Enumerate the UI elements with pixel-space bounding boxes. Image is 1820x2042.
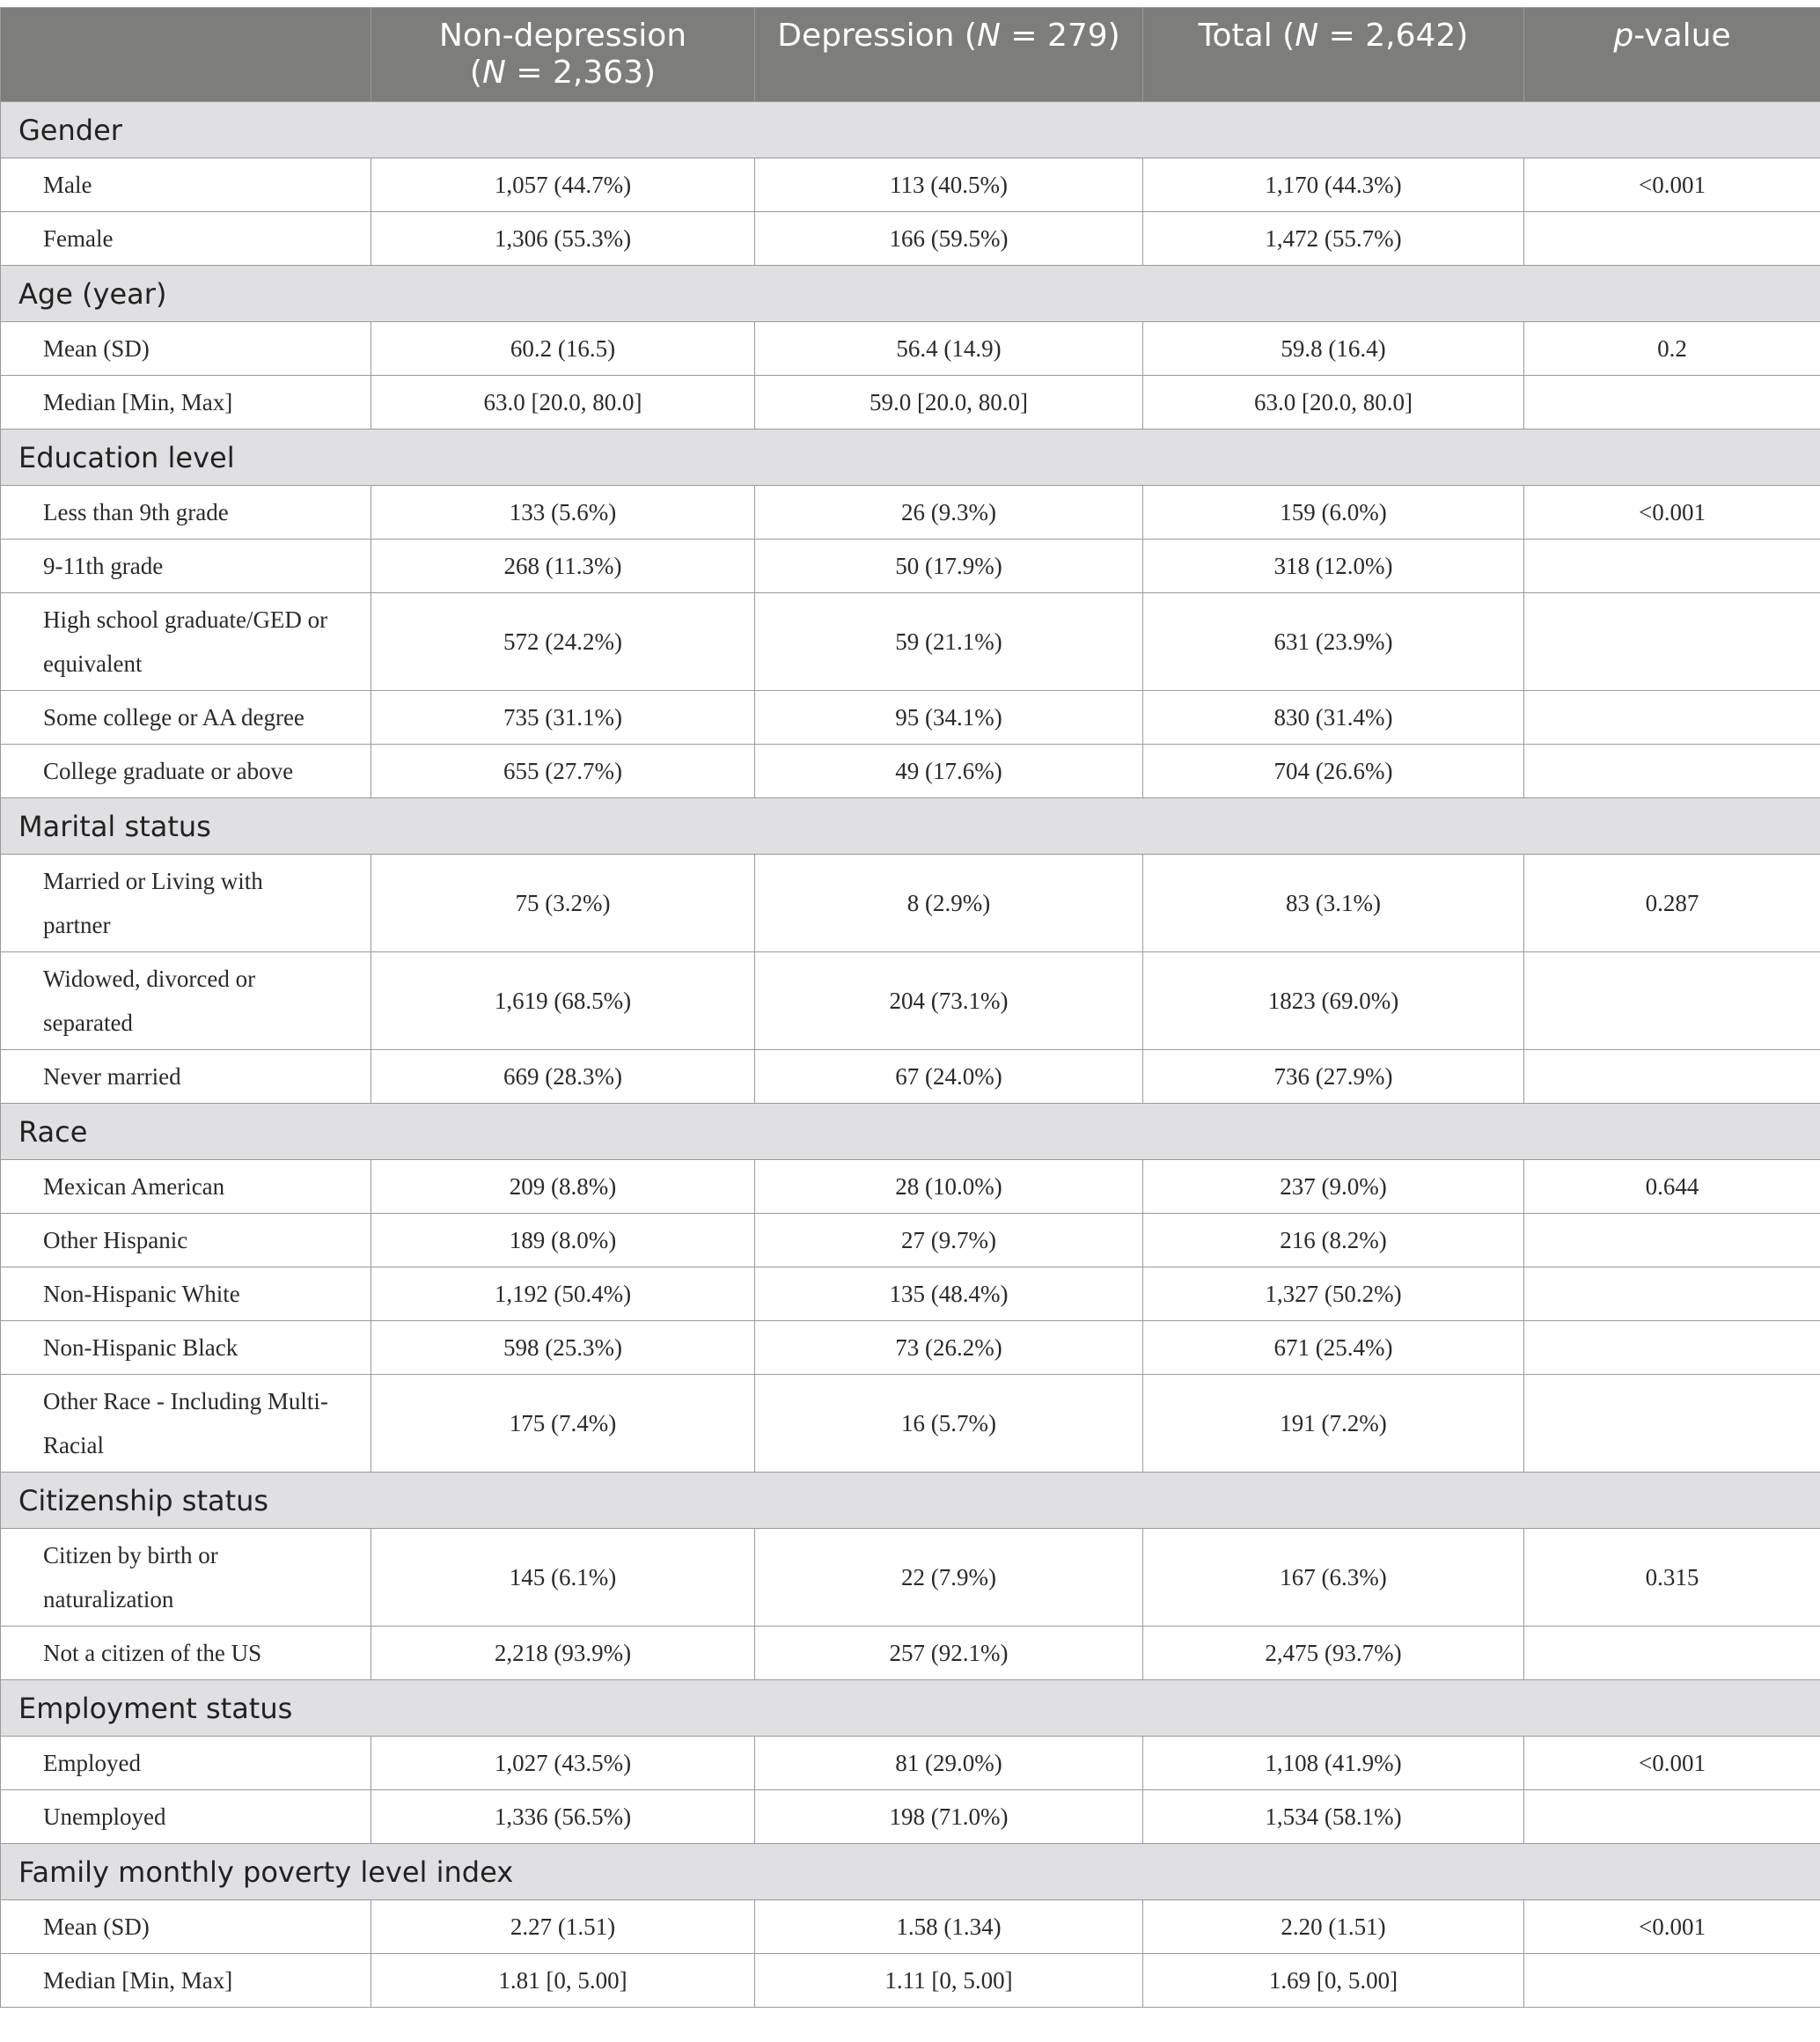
total-cell: 830 (31.4%) (1143, 691, 1524, 745)
total-cell: 83 (3.1%) (1143, 855, 1524, 952)
row-label: Non-Hispanic White (1, 1267, 371, 1321)
header-text: N (481, 55, 506, 91)
p-value-cell (1524, 593, 1820, 691)
group-title: Citizenship status (1, 1473, 1820, 1529)
depression-cell: 8 (2.9%) (755, 855, 1143, 952)
depression-cell: 95 (34.1%) (755, 691, 1143, 745)
table-row (1, 691, 1820, 745)
header-row (1, 8, 1820, 102)
p-value-cell: 0.287 (1524, 855, 1820, 952)
group-header-row (1, 798, 1820, 855)
group-title: Marital status (1, 798, 1820, 855)
non-depression-cell: 1,057 (44.7%) (371, 158, 755, 212)
depression-cell: 257 (92.1%) (755, 1627, 1143, 1680)
table-row (1, 1160, 1820, 1214)
total-cell: 736 (27.9%) (1143, 1050, 1524, 1104)
table-row (1, 1321, 1820, 1375)
row-label: Unemployed (1, 1790, 371, 1844)
table-row (1, 1954, 1820, 2008)
row-label-line: Citizen by birth or (43, 1542, 218, 1568)
p-value-cell (1524, 540, 1820, 593)
table-row (1, 855, 1820, 952)
total-cell: 191 (7.2%) (1143, 1375, 1524, 1473)
row-label: Other Hispanic (1, 1214, 371, 1267)
total-cell: 671 (25.4%) (1143, 1321, 1524, 1375)
table-row (1, 376, 1820, 430)
non-depression-cell: 1,027 (43.5%) (371, 1737, 755, 1790)
row-label (1, 1375, 371, 1473)
non-depression-cell: 189 (8.0%) (371, 1214, 755, 1267)
table-header (1, 8, 1820, 102)
header-depression (755, 8, 1143, 102)
depression-cell: 16 (5.7%) (755, 1375, 1143, 1473)
total-cell: 159 (6.0%) (1143, 486, 1524, 540)
row-label: Not a citizen of the US (1, 1627, 371, 1680)
row-label-line: naturalization (43, 1586, 174, 1612)
row-label: Male (1, 158, 371, 212)
group-title: Age (year) (1, 266, 1820, 322)
header-text: N (976, 18, 1001, 54)
p-value-cell: <0.001 (1524, 158, 1820, 212)
header-text: Total ( (1198, 18, 1295, 54)
depression-cell: 59.0 [20.0, 80.0] (755, 376, 1143, 430)
table-row (1, 1214, 1820, 1267)
row-label-line: Widowed, divorced or (43, 966, 256, 992)
non-depression-cell: 1,336 (56.5%) (371, 1790, 755, 1844)
p-value-cell (1524, 1375, 1820, 1473)
p-value-cell (1524, 1954, 1820, 2008)
row-label-line: separated (43, 1010, 133, 1036)
total-cell: 1,327 (50.2%) (1143, 1267, 1524, 1321)
group-title: Race (1, 1104, 1820, 1160)
depression-cell: 56.4 (14.9) (755, 322, 1143, 376)
group-header-row (1, 1844, 1820, 1900)
header-non-depression (371, 8, 755, 102)
table-row (1, 1050, 1820, 1104)
row-label: Female (1, 212, 371, 266)
total-cell: 1,108 (41.9%) (1143, 1737, 1524, 1790)
p-value-cell: <0.001 (1524, 486, 1820, 540)
total-cell: 1,534 (58.1%) (1143, 1790, 1524, 1844)
p-value-cell (1524, 952, 1820, 1050)
row-label: Some college or AA degree (1, 691, 371, 745)
non-depression-cell: 1,306 (55.3%) (371, 212, 755, 266)
p-value-cell: <0.001 (1524, 1900, 1820, 1954)
table-row (1, 540, 1820, 593)
group-title: Family monthly poverty level index (1, 1844, 1820, 1900)
p-value-cell (1524, 1214, 1820, 1267)
non-depression-cell: 2,218 (93.9%) (371, 1627, 755, 1680)
non-depression-cell: 2.27 (1.51) (371, 1900, 755, 1954)
header-p-value (1524, 8, 1820, 102)
non-depression-cell: 133 (5.6%) (371, 486, 755, 540)
group-header-row (1, 1680, 1820, 1737)
row-label: Mexican American (1, 1160, 371, 1214)
depression-cell: 49 (17.6%) (755, 745, 1143, 798)
header-text: ( (469, 55, 482, 91)
row-label: Median [Min, Max] (1, 1954, 371, 2008)
non-depression-cell: 572 (24.2%) (371, 593, 755, 691)
depression-cell: 166 (59.5%) (755, 212, 1143, 266)
p-value-cell (1524, 1627, 1820, 1680)
total-cell: 1,170 (44.3%) (1143, 158, 1524, 212)
row-label (1, 952, 371, 1050)
group-header-row (1, 1473, 1820, 1529)
depression-cell: 28 (10.0%) (755, 1160, 1143, 1214)
group-header-row (1, 1104, 1820, 1160)
non-depression-cell: 1,192 (50.4%) (371, 1267, 755, 1321)
depression-cell: 113 (40.5%) (755, 158, 1143, 212)
header-text: Depression ( (777, 18, 977, 54)
p-value-cell (1524, 745, 1820, 798)
table-row (1, 322, 1820, 376)
depression-cell: 73 (26.2%) (755, 1321, 1143, 1375)
depression-cell: 26 (9.3%) (755, 486, 1143, 540)
characteristics-table (0, 7, 1820, 2008)
non-depression-cell: 175 (7.4%) (371, 1375, 755, 1473)
non-depression-cell: 60.2 (16.5) (371, 322, 755, 376)
p-value-cell (1524, 1790, 1820, 1844)
table-row (1, 1375, 1820, 1473)
depression-cell: 198 (71.0%) (755, 1790, 1143, 1844)
row-label (1, 1529, 371, 1627)
depression-cell: 1.58 (1.34) (755, 1900, 1143, 1954)
group-title: Education level (1, 430, 1820, 486)
header-blank (1, 8, 371, 102)
total-cell: 237 (9.0%) (1143, 1160, 1524, 1214)
total-cell: 1823 (69.0%) (1143, 952, 1524, 1050)
row-label: Employed (1, 1737, 371, 1790)
non-depression-cell: 655 (27.7%) (371, 745, 755, 798)
p-value-cell: 0.2 (1524, 322, 1820, 376)
non-depression-cell: 735 (31.1%) (371, 691, 755, 745)
non-depression-cell: 75 (3.2%) (371, 855, 755, 952)
row-label: Less than 9th grade (1, 486, 371, 540)
row-label-line: High school graduate/GED or (43, 606, 328, 633)
header-text: = 2,363) (505, 55, 657, 91)
row-label (1, 593, 371, 691)
p-value-cell (1524, 691, 1820, 745)
header-text: p (1613, 18, 1634, 54)
total-cell: 167 (6.3%) (1143, 1529, 1524, 1627)
header-text: = 2,642) (1318, 18, 1469, 54)
non-depression-cell: 1.81 [0, 5.00] (371, 1954, 755, 2008)
non-depression-cell: 598 (25.3%) (371, 1321, 755, 1375)
row-label: College graduate or above (1, 745, 371, 798)
header-total (1143, 8, 1524, 102)
p-value-cell: <0.001 (1524, 1737, 1820, 1790)
total-cell: 59.8 (16.4) (1143, 322, 1524, 376)
depression-cell: 59 (21.1%) (755, 593, 1143, 691)
p-value-cell: 0.315 (1524, 1529, 1820, 1627)
total-cell: 63.0 [20.0, 80.0] (1143, 376, 1524, 430)
p-value-cell (1524, 1267, 1820, 1321)
table-row (1, 593, 1820, 691)
total-cell: 1,472 (55.7%) (1143, 212, 1524, 266)
total-cell: 631 (23.9%) (1143, 593, 1524, 691)
total-cell: 1.69 [0, 5.00] (1143, 1954, 1524, 2008)
depression-cell: 22 (7.9%) (755, 1529, 1143, 1627)
table-row (1, 745, 1820, 798)
table-row (1, 158, 1820, 212)
depression-cell: 81 (29.0%) (755, 1737, 1143, 1790)
row-label-line: partner (43, 912, 111, 938)
row-label-line: equivalent (43, 650, 143, 677)
total-cell: 216 (8.2%) (1143, 1214, 1524, 1267)
table-row (1, 1737, 1820, 1790)
p-value-cell: 0.644 (1524, 1160, 1820, 1214)
row-label: Non-Hispanic Black (1, 1321, 371, 1375)
group-title: Employment status (1, 1680, 1820, 1737)
p-value-cell (1524, 1050, 1820, 1104)
p-value-cell (1524, 376, 1820, 430)
depression-cell: 27 (9.7%) (755, 1214, 1143, 1267)
row-label-line: Married or Living with (43, 868, 263, 894)
header-text: -value (1633, 18, 1731, 54)
depression-cell: 1.11 [0, 5.00] (755, 1954, 1143, 2008)
total-cell: 2,475 (93.7%) (1143, 1627, 1524, 1680)
non-depression-cell: 268 (11.3%) (371, 540, 755, 593)
table-row (1, 1790, 1820, 1844)
non-depression-cell: 209 (8.8%) (371, 1160, 755, 1214)
table-row (1, 1267, 1820, 1321)
header-text: = 279) (1000, 18, 1120, 54)
header-text: Non-depression (438, 18, 687, 54)
group-title: Gender (1, 102, 1820, 158)
total-cell: 2.20 (1.51) (1143, 1900, 1524, 1954)
total-cell: 318 (12.0%) (1143, 540, 1524, 593)
total-cell: 704 (26.6%) (1143, 745, 1524, 798)
row-label: Never married (1, 1050, 371, 1104)
row-label (1, 855, 371, 952)
row-label: Mean (SD) (1, 322, 371, 376)
depression-cell: 67 (24.0%) (755, 1050, 1143, 1104)
header-text: N (1295, 18, 1319, 54)
table-row (1, 1529, 1820, 1627)
row-label: 9-11th grade (1, 540, 371, 593)
non-depression-cell: 1,619 (68.5%) (371, 952, 755, 1050)
row-label: Mean (SD) (1, 1900, 371, 1954)
group-header-row (1, 430, 1820, 486)
non-depression-cell: 145 (6.1%) (371, 1529, 755, 1627)
row-label-line: Racial (43, 1432, 104, 1458)
table-row (1, 212, 1820, 266)
non-depression-cell: 669 (28.3%) (371, 1050, 755, 1104)
table-row (1, 486, 1820, 540)
non-depression-cell: 63.0 [20.0, 80.0] (371, 376, 755, 430)
p-value-cell (1524, 1321, 1820, 1375)
p-value-cell (1524, 212, 1820, 266)
table-row (1, 1900, 1820, 1954)
depression-cell: 204 (73.1%) (755, 952, 1143, 1050)
depression-cell: 135 (48.4%) (755, 1267, 1143, 1321)
group-header-row (1, 102, 1820, 158)
table-row (1, 952, 1820, 1050)
group-header-row (1, 266, 1820, 322)
table-row (1, 1627, 1820, 1680)
row-label: Median [Min, Max] (1, 376, 371, 430)
row-label-line: Other Race - Including Multi- (43, 1388, 328, 1414)
depression-cell: 50 (17.9%) (755, 540, 1143, 593)
table-body (1, 102, 1820, 2008)
